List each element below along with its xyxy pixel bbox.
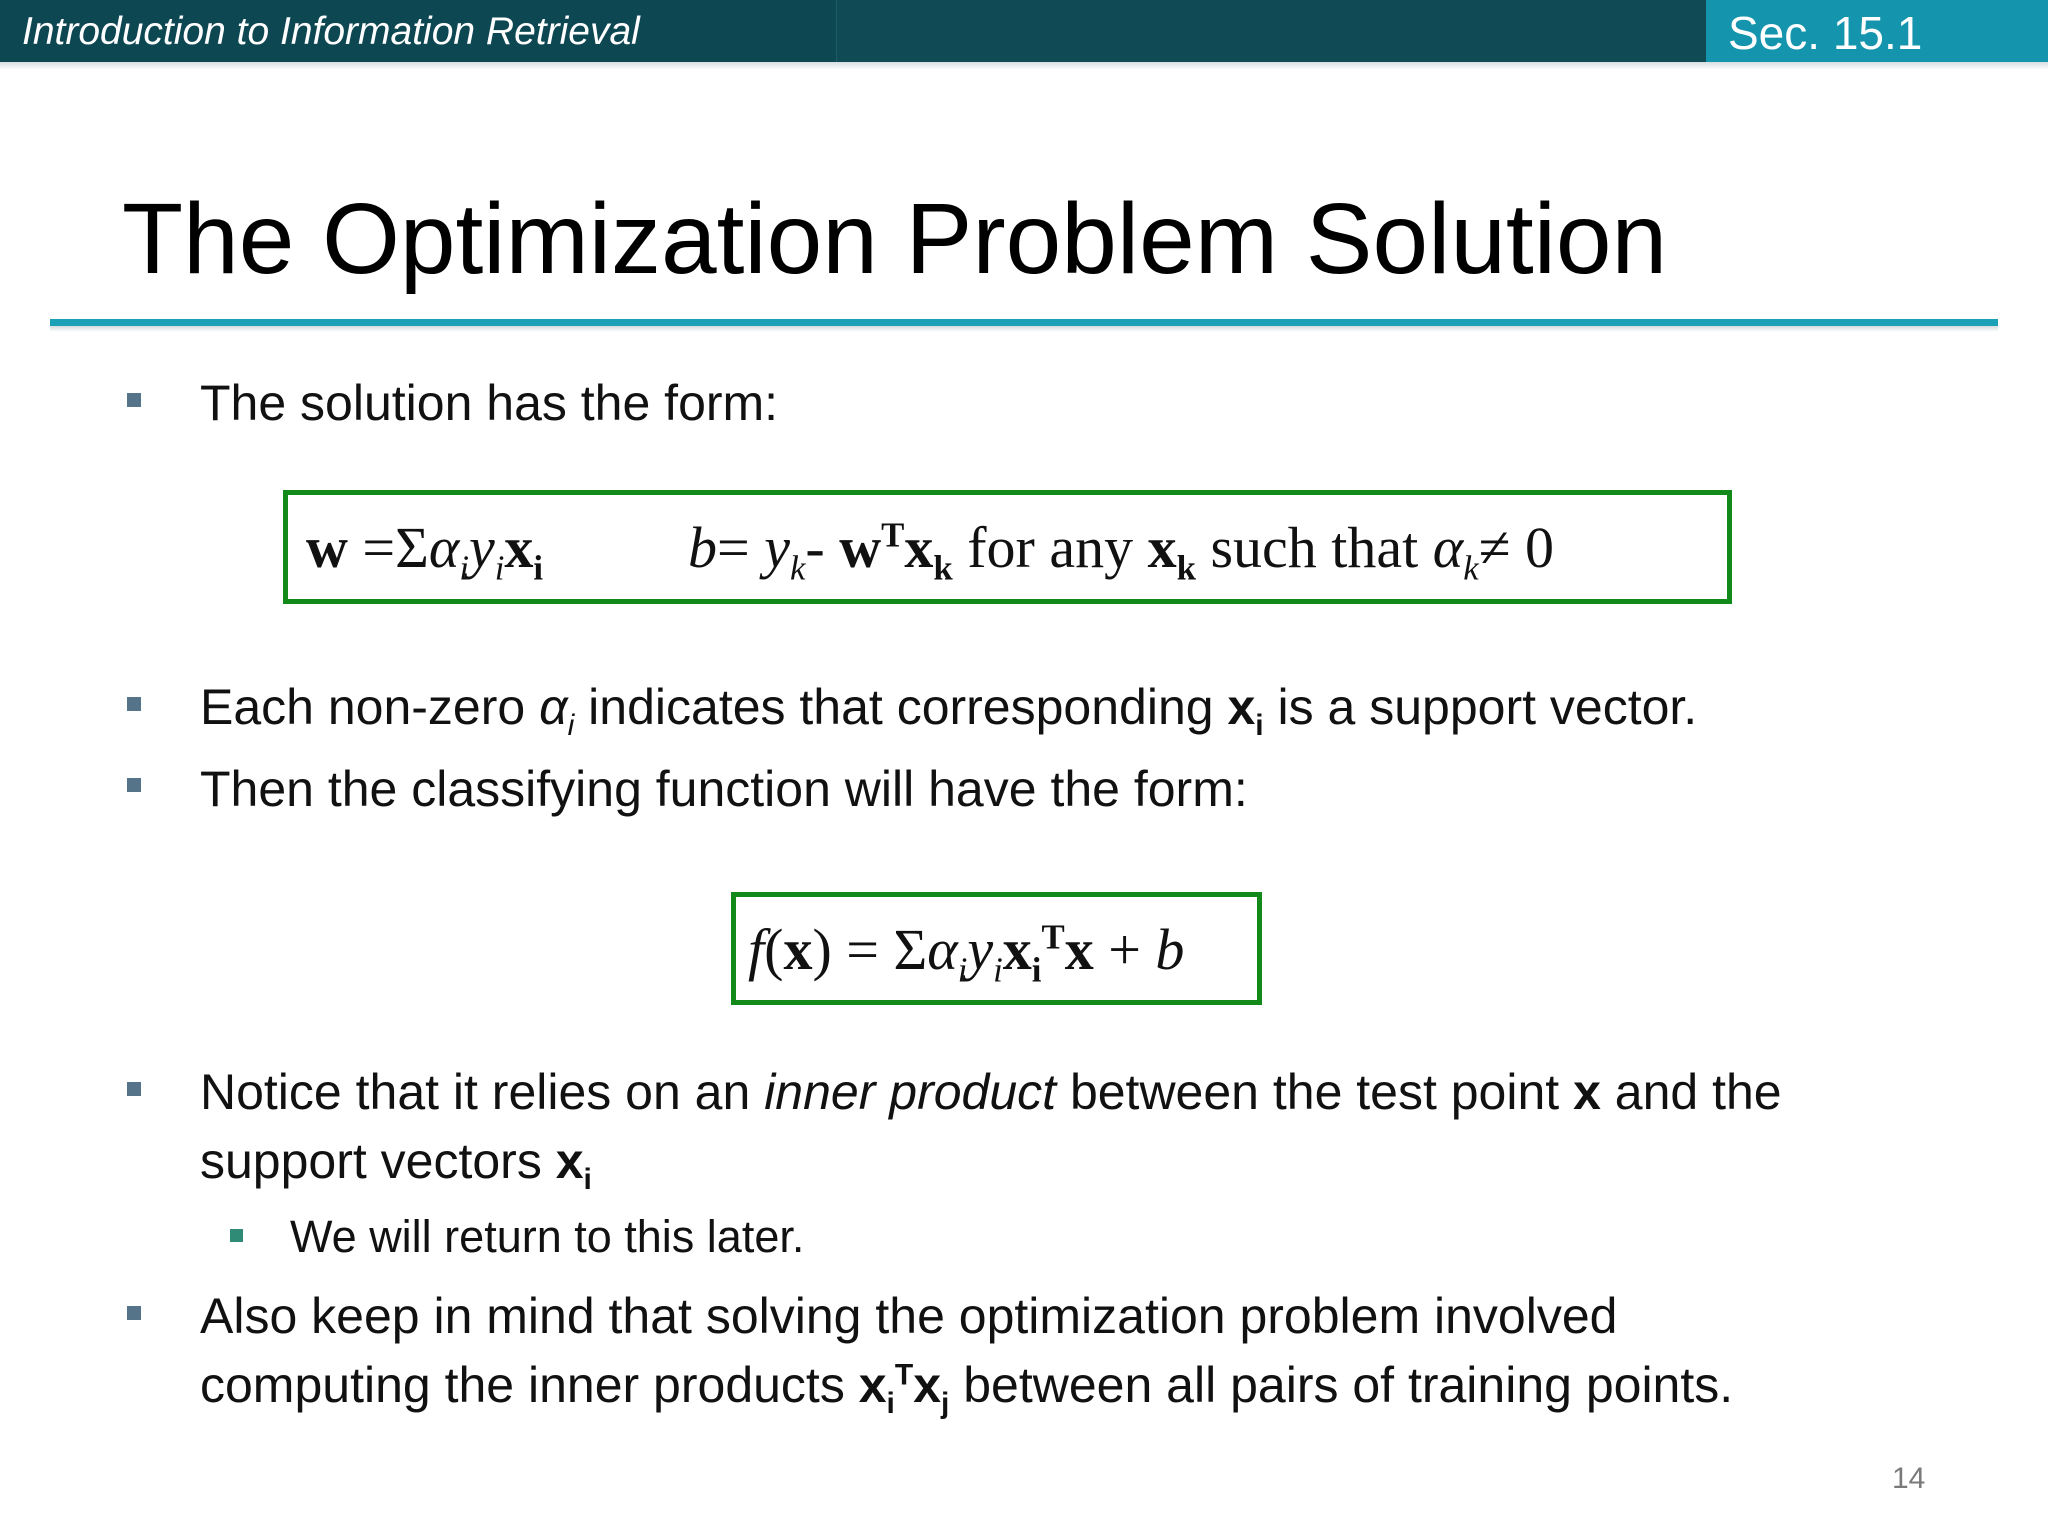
page-number: 14 (1892, 1462, 1926, 1495)
vector-x: x (1573, 1064, 1601, 1120)
formula-sum: =Σ (347, 515, 429, 580)
alpha-symbol: α (539, 679, 568, 735)
formula-transpose: T (1041, 917, 1065, 957)
header-shadow (0, 62, 2048, 70)
formula-solution (306, 514, 544, 588)
emphasis-inner-product: inner product (764, 1064, 1057, 1120)
formula-classifier (748, 916, 1185, 990)
formula-plus: + (1093, 917, 1156, 982)
formula-f: f (748, 917, 765, 982)
bullet-inner-product-line2 (200, 1132, 592, 1196)
slide-title: The Optimization Problem Solution (122, 183, 1668, 295)
formula-eq: = (717, 515, 765, 580)
subscript: i (886, 1387, 895, 1420)
section-label: Sec. 15.1 (1728, 7, 1923, 59)
formula-x: x (1002, 917, 1032, 982)
subscript: i (1255, 709, 1264, 742)
bullet-marker (127, 1082, 141, 1096)
section-badge (1706, 0, 2048, 62)
title-underline (50, 319, 1998, 326)
course-title-panel (0, 0, 837, 62)
formula-sub: i (533, 548, 544, 588)
bullet-support-vector (200, 678, 1698, 742)
formula-text: for any (952, 515, 1148, 580)
sub-bullet-marker (230, 1229, 243, 1242)
subscript: i (567, 709, 575, 742)
formula-transpose: T (881, 515, 905, 555)
bullet-marker (127, 778, 141, 792)
formula-w: w (839, 515, 882, 580)
bullet-inner-product (200, 1063, 1782, 1121)
formula-x: x (783, 917, 813, 982)
vector-x: x (555, 1133, 584, 1189)
formula-sub: k (1463, 548, 1479, 588)
text-span: Each non-zero (200, 679, 540, 735)
formula-x: x (504, 515, 534, 580)
formula-sub: k (933, 548, 953, 588)
sub-bullet-return-later: We will return to this later. (290, 1211, 805, 1262)
formula-sub: k (1176, 548, 1196, 588)
formula-sum: ) = Σ (812, 917, 928, 982)
formula-b: b (1155, 917, 1185, 982)
formula-sub: i (957, 950, 968, 990)
vector-x: x (913, 1357, 942, 1413)
text-span: indicates that corresponding (574, 679, 1228, 735)
text-span: between the test point (1056, 1064, 1574, 1120)
subscript: j (941, 1387, 950, 1420)
text-span: Notice that it relies on an (200, 1064, 765, 1120)
bullet-classifying-function: Then the classifying function will have the form: (200, 761, 1248, 817)
formula-x: x (1147, 515, 1177, 580)
formula-sub: k (789, 548, 806, 588)
formula-paren: ( (764, 917, 784, 982)
text-span: is a support vector. (1263, 679, 1698, 735)
vector-x: x (1227, 679, 1256, 735)
formula-x: x (1064, 917, 1094, 982)
formula-minus: - (805, 515, 840, 580)
formula-bias (688, 514, 1554, 588)
formula-sub: i (494, 548, 505, 588)
text-span: between all pairs of training points. (949, 1357, 1734, 1413)
bullet-marker (127, 393, 141, 407)
header-bar (0, 0, 2048, 62)
formula-y: y (468, 515, 495, 580)
formula-sub: i (459, 548, 469, 588)
superscript: T (894, 1358, 914, 1392)
formula-b: b (688, 515, 717, 580)
text-span: computing the inner products (200, 1357, 859, 1413)
formula-x: x (904, 515, 934, 580)
bullet-marker (127, 697, 141, 711)
formula-y: y (764, 515, 790, 580)
bullet-solution-form: The solution has the form: (200, 375, 779, 431)
text-span: and the (1600, 1064, 1782, 1120)
formula-text: such that (1195, 515, 1433, 580)
bullet-marker (127, 1306, 141, 1320)
bullet-training-inner-products-line2 (200, 1356, 1734, 1420)
title-underline-shadow (50, 326, 1998, 332)
vector-x: x (858, 1357, 887, 1413)
course-title: Introduction to Information Retrieval (22, 10, 640, 53)
formula-neq: ≠ 0 (1478, 515, 1554, 580)
formula-y: y (967, 917, 994, 982)
formula-sub: i (1031, 950, 1042, 990)
formula-alpha: α (927, 917, 958, 982)
formula-sub: i (993, 950, 1003, 990)
subscript: i (583, 1163, 592, 1196)
bullet-training-inner-products: Also keep in mind that solving the optimization problem involved (200, 1288, 1618, 1344)
text-span: support vectors (200, 1133, 556, 1189)
formula-alpha: α (1432, 515, 1464, 580)
formula-alpha: α (428, 515, 460, 580)
formula-w: w (306, 515, 348, 580)
